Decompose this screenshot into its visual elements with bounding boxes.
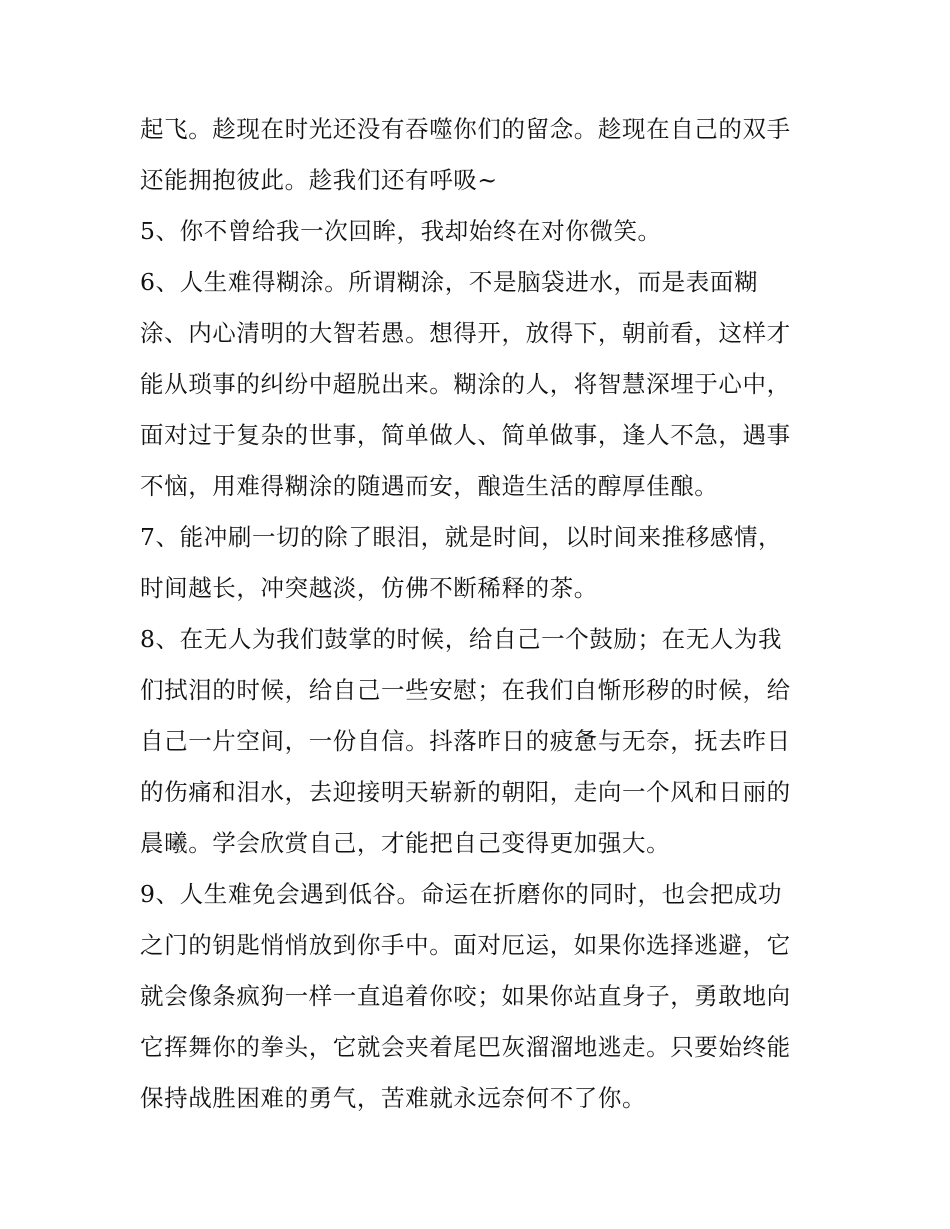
text-line: 不恼，用难得糊涂的随遇而安，酿造生活的醇厚佳酿。 — [140, 472, 719, 500]
text-line: 能从琐事的纠纷中超脱出来。糊涂的人，将智慧深埋于心中， — [140, 370, 791, 398]
text-line: 就会像条疯狗一样一直追着你咬；如果你站直身子，勇敢地向 — [140, 982, 791, 1010]
text-line: 还能拥抱彼此。趁我们还有呼吸~ — [140, 166, 498, 194]
text-line: 9、人生难免会遇到低谷。命运在折磨你的同时，也会把成功 — [140, 880, 783, 908]
text-line: 8、在无人为我们鼓掌的时候，给自己一个鼓励；在无人为我 — [140, 625, 783, 653]
text-line: 面对过于复杂的世事，简单做人、简单做事，逢人不急，遇事 — [140, 421, 791, 449]
text-line: 晨曦。学会欣赏自己，才能把自己变得更加强大。 — [140, 829, 671, 857]
text-line: 们拭泪的时候，给自己一些安慰；在我们自惭形秽的时候，给 — [140, 676, 791, 704]
text-line: 起飞。趁现在时光还没有吞噬你们的留念。趁现在自己的双手 — [140, 115, 791, 143]
text-line: 它挥舞你的拳头，它就会夹着尾巴灰溜溜地逃走。只要始终能 — [140, 1033, 791, 1061]
text-line: 6、人生难得糊涂。所谓糊涂，不是脑袋进水，而是表面糊 — [140, 268, 759, 296]
text-line: 之门的钥匙悄悄放到你手中。面对厄运，如果你选择逃避，它 — [140, 931, 791, 959]
text-line: 涂、内心清明的大智若愚。想得开，放得下，朝前看，这样才 — [140, 319, 791, 347]
document-body — [140, 104, 820, 1124]
text-line: 自己一片空间，一份自信。抖落昨日的疲惫与无奈，抚去昨日 — [140, 727, 791, 755]
text-line: 7、能冲刷一切的除了眼泪，就是时间，以时间来推移感情， — [140, 523, 783, 551]
text-line: 保持战胜困难的勇气，苦难就永远奈何不了你。 — [140, 1084, 647, 1112]
text-line: 的伤痛和泪水，去迎接明天崭新的朝阳，走向一个风和日丽的 — [140, 778, 791, 806]
text-line: 5、你不曾给我一次回眸，我却始终在对你微笑。 — [140, 217, 662, 245]
text-line: 时间越长，冲突越淡，仿佛不断稀释的茶。 — [140, 574, 598, 602]
